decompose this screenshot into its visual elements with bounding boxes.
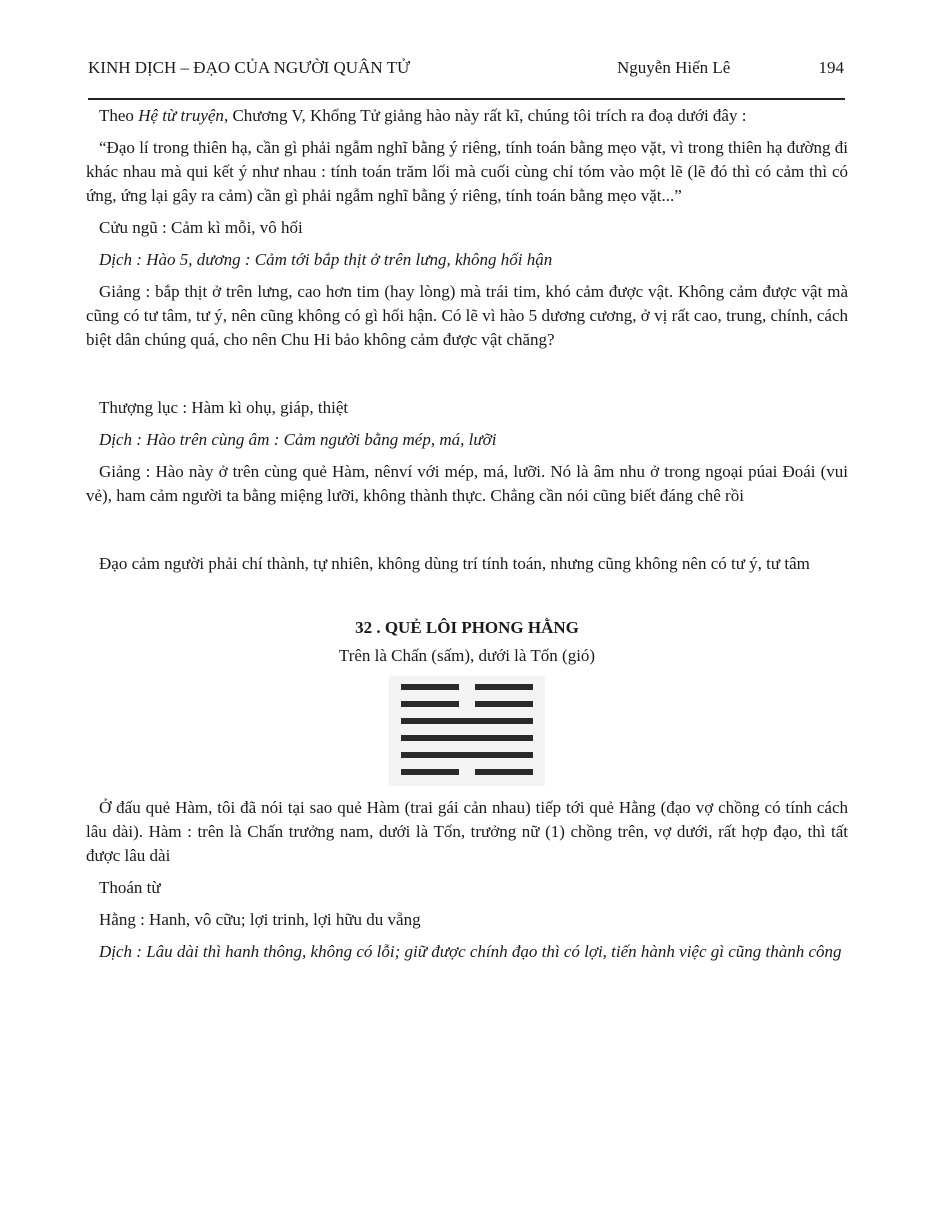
hexagram-line-4 <box>401 735 533 741</box>
page-body <box>86 104 848 972</box>
hexagram-line-2-right <box>475 701 533 707</box>
dich-hao-tren: Dịch : Hào trên cùng âm : Cảm người bằng mép, má, lưỡi <box>99 430 497 449</box>
giang-hao-5: Giảng : bắp thịt ở trên lưng, cao hơn tim (hay lòng) mà trái tim, khó cảm được vật. Không cảm được vật mà cũng có tư tâm, tư ý, nên cũng không có gì hối hận. Có lẽ vì hào 5 dương cương, ở vị rất cao, trung, chính, cách biệt dân chúng quá, cho nên Chu Hi bảo không cảm được vật chăng? <box>86 282 848 349</box>
cuu-ngu-line: Cửu ngũ : Cảm kì mỗi, vô hối <box>99 218 303 237</box>
dich-hao-5: Dịch : Hào 5, dương : Cảm tới bắp thịt ở trên lưng, không hối hận <box>99 250 553 269</box>
giang-hao-tren: Giảng : Hào này ở trên cùng quẻ Hàm, nênví với mép, má, lưỡi. Nó là âm nhu ở trong ngoại púai Đoái (vui vẻ), ham cảm người ta bằng miệng lưỡi, không thành thực. Chẳng cần nói cũng biết đáng chê rồi <box>86 462 848 505</box>
author-name: Nguyễn Hiến Lê <box>617 58 731 77</box>
quote-paragraph: “Đạo lí trong thiên hạ, cần gì phải ngẫm nghĩ bằng ý riêng, tính toán bằng mẹo vặt, vì trong thiên hạ đường đi khác nhau mà qui kết ý như nhau : tính toán trăm lối mà cuối cùng chỉ tóm vào một lẽ (lẽ đó thì có cảm thì có ứng, ứng lại gây ra cảm) cần gì phải ngẫm nghĩ bằng ý riêng, tính toán bằng mẹo vặt...” <box>86 138 848 205</box>
hexagram-line-1-left <box>401 684 459 690</box>
intro-text-post: , Chương V, Khổng Tử giảng hào này rất kĩ, chúng tôi trích ra đoạ dưới đây : <box>223 106 747 125</box>
header-rule <box>88 98 845 100</box>
section-subtitle: Trên là Chấn (sấm), dưới là Tốn (gió) <box>338 646 596 665</box>
book-title: KINH DỊCH – ĐẠO CỦA NGƯỜI QUÂN TỬ <box>88 58 411 77</box>
hexagram-line-2-left <box>401 701 459 707</box>
book-reference: Hệ từ truyện <box>138 106 224 125</box>
dao-cam-paragraph: Đạo cảm người phải chí thành, tự nhiên, không dùng trí tính toán, nhưng cũng không nên có tư ý, tư tâm <box>99 554 810 573</box>
page-number: 194 <box>818 58 844 77</box>
thoan-tu-label: Thoán từ <box>99 878 161 897</box>
hexagram-image <box>389 676 545 786</box>
intro-text-pre: Theo <box>99 106 139 125</box>
intro-paragraph <box>86 104 848 128</box>
section-intro: Ở đấu quẻ Hàm, tôi đã nói tại sao quẻ Hàm (trai gái cản nhau) tiếp tới quẻ Hằng (đạo vợ chồng có tính cách lâu dài). Hàm : trên là Chấn trưởng nam, dưới là Tốn, trưởng nữ (1) chồng trên, vợ dưới, rất hợp đạo, thì tất được lâu dài <box>86 798 848 865</box>
section-heading: 32 . QUẺ LÔI PHONG HẰNG <box>355 618 579 637</box>
hexagram-line-3 <box>401 718 533 724</box>
hexagram-line-1-right <box>475 684 533 690</box>
dich-hang: Dịch : Lâu dài thì hanh thông, không có lỗi; giữ được chính đạo thì có lợi, tiến hành việc gì cũng thành công <box>99 942 842 961</box>
hexagram-line-6-left <box>401 769 459 775</box>
page-header <box>88 58 844 82</box>
hang-line: Hằng : Hanh, vô cữu; lợi trinh, lợi hữu du vẵng <box>99 910 421 929</box>
thuong-luc-line: Thượng lục : Hàm kì ohụ, giáp, thiệt <box>99 398 349 417</box>
hexagram-line-6-right <box>475 769 533 775</box>
hexagram-line-5 <box>401 752 533 758</box>
